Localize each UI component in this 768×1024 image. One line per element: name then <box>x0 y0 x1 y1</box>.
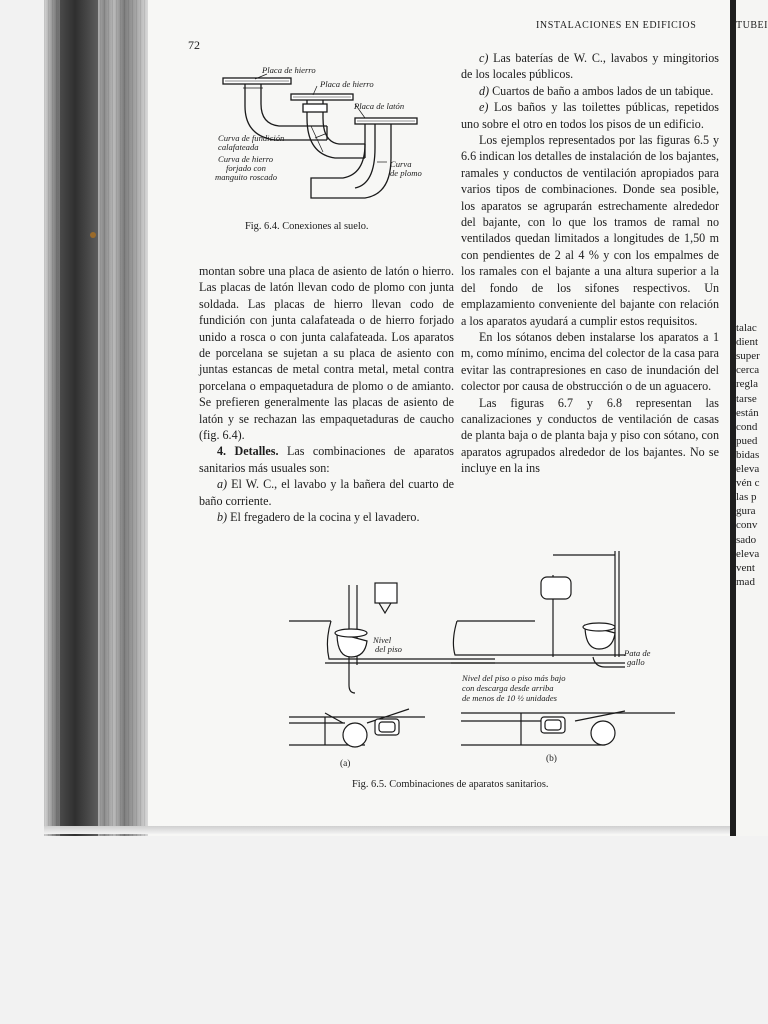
label-nivel-piso-bajo: Nivel del piso o piso más bajo <box>462 673 566 683</box>
next-page-text-fragment: sado <box>736 533 757 546</box>
next-page-text-fragment: bidas <box>736 448 760 461</box>
next-page-text-fragment: talac <box>736 322 757 334</box>
next-page-text-fragment: vent <box>736 561 755 574</box>
next-page-text-fragment: cerca <box>736 364 760 377</box>
figure-6-5-caption: Fig. 6.5. Combinaciones de aparatos sanitarios. <box>352 779 549 790</box>
next-page-text-fragment: vén c <box>736 477 760 490</box>
list-item-d: d) Cuartos de baño a ambos lados de un tabique. <box>479 83 714 98</box>
next-page-text-fragment: mad <box>736 575 755 588</box>
paragraph-figuras: Las figuras 6.7 y 6.8 representan las canalizaciones y conductos de ventilación de casas de planta baja o de planta baja y piso con sótano, con aparatos agrupados alrededor de los bajantes. No se incluye en la ins <box>461 395 719 476</box>
paragraph-ejemplos: Los ejemplos representados por las figuras 6.5 y 6.6 indican los detalles de instalación de los bajantes, ramales y conductos de ventilación apropiados para varios tipos de combinaciones. Donde sea posible, los aparatos se agruparán estrechamente alrededor del bajante, con lo que los tramos de ramal no ventilados quedan limitados a longitudes de 1,50 m con pendientes de 2 al 4 % y con los empalmes de los ramales con el bajante a una altura superior a la del fondo de los sifones respectivos. Un emplazamiento conveniente del bajante con relación a los aparatos ayudará a cumplir estos requisitos. <box>461 133 719 328</box>
next-page-running-header: TUBEI <box>736 20 768 31</box>
running-header: INSTALACIONES EN EDIFICIOS <box>536 20 697 31</box>
paragraph-placas: montan sobre una placa de asiento de latón o hierro. Las placas de latón llevan codo de plomo con junta soldada. Las placas de hierro llevan codo de fundición con junta calafateada o de hierro forjado unido a rosca o con junta calafateada. Los aparatos de porcelana se sujetan a su placa de asiento con juntas estancas de metal contra metal, metal contra porcelana o empaquetadura de plomo o de amianto. Se prefieren generalmente las placas de asiento de latón y se rechazan las empaquetaduras de caucho (fig. 6.4). <box>199 264 454 443</box>
figure-6-4-caption: Fig. 6.4. Conexiones al suelo. <box>245 221 369 232</box>
next-page-text-fragment: pued <box>736 434 758 447</box>
next-page-text-fragment: cond <box>736 420 758 433</box>
next-page-text-fragment: tarse <box>736 392 757 405</box>
next-page-text-fragment: dient <box>736 336 758 349</box>
label-de-plomo: de plomo <box>390 168 422 178</box>
label-gallo: gallo <box>627 657 645 667</box>
label-placa-laton: Placa de latón <box>354 101 405 111</box>
label-menos-de-unidades: de menos de 10 ½ unidades <box>462 693 557 703</box>
label-manguito: manguito roscado <box>215 172 277 182</box>
label-pata-de: Pata de <box>624 648 651 658</box>
label-nivel: Nivel <box>373 635 392 645</box>
next-page-text-fragment: eleva <box>736 547 760 560</box>
next-page-text-fragment: super <box>736 350 760 363</box>
label-curva-fundicion: Curva de fundición <box>218 133 285 143</box>
next-page-text-fragment: están <box>736 406 759 419</box>
label-del-piso: del piso <box>375 644 402 654</box>
paragraph-detalles: 4. Detalles. Las combinaciones de aparatos sanitarios más usuales son: <box>199 444 454 475</box>
spine-mark <box>90 232 96 238</box>
section-heading-detalles: 4. Detalles. <box>217 444 279 459</box>
next-page-text-fragment: eleva <box>736 463 760 475</box>
label-curva-hierro: Curva de hierro <box>218 154 274 164</box>
label-placa-hierro-1: Placa de hierro <box>262 65 316 75</box>
paragraph-sotanos: En los sótanos deben instalarse los aparatos a 1 m, como mínimo, encima del colector de la casa para evitar las contrapresiones en caso de inundación del colector por causa de obstrucción o de un aguacero. <box>461 329 719 394</box>
next-page-text-fragment: conv <box>736 519 758 532</box>
subfigure-a-label: (a) <box>340 759 351 769</box>
next-page-text-fragment: las p <box>736 491 757 504</box>
next-page-text-fragment: gura <box>736 505 756 518</box>
label-con-descarga: con descarga desde arriba <box>462 683 554 693</box>
list-item-c: c) Las baterías de W. C., lavabos y mingitorios de los locales públicos. <box>461 51 719 82</box>
list-item-a: a) El W. C., el lavabo y la bañera del cuarto de baño corriente. <box>199 477 454 508</box>
left-text-column <box>199 263 454 526</box>
book-spine-shadow <box>60 0 98 836</box>
page-bottom-shadow <box>44 826 756 834</box>
right-text-column <box>461 50 719 477</box>
next-page-text-fragment: regla <box>736 378 758 391</box>
label-placa-hierro-2: Placa de hierro <box>320 79 374 89</box>
next-page-edge <box>730 0 768 836</box>
list-item-b: b) El fregadero de la cocina y el lavadero. <box>217 510 420 525</box>
label-calafateada: calafateada <box>218 142 259 152</box>
label-forjado-con: forjado con <box>226 163 266 173</box>
page-number: 72 <box>188 38 200 52</box>
subfigure-b-label: (b) <box>546 754 557 764</box>
label-curva: Curva <box>390 159 412 169</box>
list-item-e: e) Los baños y las toilettes públicas, repetidos uno sobre el otro en todos los pisos de un edificio. <box>461 100 719 131</box>
